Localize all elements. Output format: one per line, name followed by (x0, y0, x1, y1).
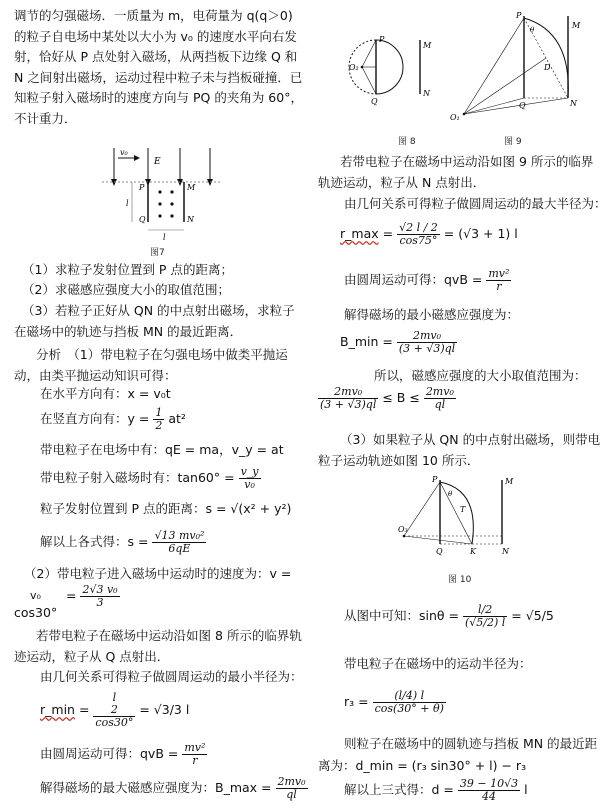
fig10-label-Q: Q (436, 547, 443, 556)
range-left-denominator: (3 + √3)ql (320, 398, 377, 411)
fig8-sentence: 若带电粒子在磁场中运动沿如图 8 所示的临界轨迹运动，粒子从 Q 点射出． (14, 628, 302, 664)
range-right-fraction (424, 386, 456, 411)
final-numerator: 39 − 10√3 (459, 777, 519, 790)
min-distance-line2: 离为：d_min = (r₃ sin30° + l) − r₃ (318, 758, 527, 773)
bmax-numerator: 2mv₀ (277, 775, 306, 788)
rmin-numerator-2: 2 (93, 704, 135, 717)
fig10-label-M: M (505, 477, 514, 486)
question-2: （2）求磁感应强度大小的取值范围； (22, 282, 230, 297)
rmin-denominator: cos30° (95, 716, 134, 729)
r3-label: r₃ = (344, 694, 369, 709)
part2-frac-numerator: 2√3 v₀ (82, 583, 118, 596)
solve-eq-numerator: √13 mv₀² (154, 529, 205, 542)
fig9-label-O1: O₁ (450, 113, 460, 122)
rmax-result: = (√3 + 1) l (443, 226, 518, 241)
final-suffix: l (524, 782, 528, 797)
range-right-denominator: ql (434, 398, 446, 411)
rmax-numerator: √2 l / 2 (399, 221, 438, 234)
figure-9-caption: 图 9 (504, 137, 522, 147)
vertical-eq (40, 407, 186, 432)
max-radius-text: 由几何关系可得粒子做圆周运动的最大半径为： (344, 196, 607, 211)
circular-eq-2 (344, 268, 511, 293)
figure-10-caption: 图 10 (448, 575, 472, 585)
circular-eq-2-fraction (486, 268, 511, 293)
fig9-label-angle: θ (530, 26, 535, 34)
fig9-label-D: D (544, 63, 551, 72)
horizontal-eq: 在水平方向有：x = v₀t (40, 386, 171, 401)
bmin-numerator: 2mv₀ (397, 330, 457, 343)
rmax-label: r_max (340, 226, 379, 241)
fig8-label-P: P (379, 35, 385, 44)
vertical-eq-numerator: 1 (155, 406, 163, 419)
fig7-label-Q: Q (139, 215, 146, 224)
analysis-text: 分析 （1）带电粒子在匀强电场中做类平抛运动，由类平抛运动知识可得： (14, 347, 288, 383)
figure-8-caption: 图 8 (398, 137, 416, 147)
r3-text: 带电粒子在磁场中的运动半径为： (344, 656, 532, 671)
fig9-sentence: 若带电粒子在磁场中运动沿如图 9 所示的临界轨迹运动，粒子从 N 点射出． (318, 154, 594, 190)
fig9-label-Q: Q (519, 101, 526, 110)
rmin-result: = √3/3 l (139, 702, 190, 717)
sin-prefix: 从图中可知：sinθ = (344, 608, 460, 623)
fig9-label-M: M (572, 21, 581, 30)
r3-denominator: cos(30° + θ) (374, 702, 444, 715)
fig8-label-M: M (423, 41, 432, 50)
vertical-eq-fraction (153, 407, 164, 432)
fig8-label-N: N (423, 89, 430, 98)
bmin-text: 解得磁场的最小磁感应强度为： (344, 307, 520, 322)
fig10-label-P: P (432, 475, 438, 484)
rmin-numerator-l: l (112, 691, 117, 704)
tan-eq-numerator: v_y (240, 465, 259, 478)
solve-eq (40, 530, 206, 555)
fig7-label-N: N (187, 215, 194, 224)
rmax-eq: r_max = $\frac{√2 l / 2}{\cos 75^\circ}$ = (√3 + 1) l (340, 221, 518, 247)
fig10-label-N: N (502, 547, 509, 556)
range-mid: ≤ B ≤ (382, 390, 420, 405)
part2-frac-denominator: 3 (96, 596, 104, 609)
figure-10 (398, 470, 518, 566)
question-1: （1）求粒子发射位置到 P 点的距离； (22, 262, 233, 277)
bmax-prefix: 解得磁场的最大磁感应强度为：B_max = (40, 780, 272, 795)
tan-eq-prefix: 带电粒子射入磁场时有：tan60° = (40, 470, 235, 485)
circular-eq-1-denominator: r (192, 754, 198, 767)
circular-eq-2-denominator: r (496, 280, 502, 293)
bmin-denominator: (3 + √3)ql (398, 342, 456, 355)
circular-eq-1-numerator: mv² (184, 741, 206, 754)
figure-9 (446, 6, 596, 124)
bmin-label: B_min = (340, 334, 393, 349)
circular-eq-1-fraction (182, 742, 207, 767)
solve-eq-prefix: 解以上各式得：s = (40, 534, 149, 549)
part3-text: （3）如果粒子从 QN 的中点射出磁场，则带电粒子运动轨迹如图 10 所示． (318, 432, 601, 468)
circular-eq-2-numerator: mv² (488, 267, 510, 280)
fig10-label-T: T (460, 505, 466, 514)
min-radius-text: 由几何关系可得粒子做圆周运动的最小半径为： (40, 669, 303, 684)
fig10-label-angle: θ (448, 490, 453, 498)
fig9-label-N: N (570, 99, 577, 108)
fig9-label-P: P (516, 11, 522, 20)
force-eq: 带电粒子在电场中有：qE = ma，v_y = at (40, 442, 284, 457)
final-eq (344, 778, 528, 803)
intro-paragraph: 调节的匀强磁场．一质量为 m，电荷量为 q(q＞0) 的粒子自电场中某处以大小为 v₀ 的速度水平向右发射，恰好从 P 点处射入磁场，从两挡板下边缘 Q 和 N 之间射出磁场，运动过程中粒子未与挡板碰撞．已知粒子射入磁场时的速度方向与 PQ 的夹角为 60°，不计重力． (14, 8, 303, 126)
part2-frac (80, 584, 119, 609)
vertical-eq-denominator: 2 (155, 419, 163, 432)
range-left-numerator: 2mv₀ (318, 386, 378, 399)
distance-eq: 粒子发射位置到 P 点的距离：s = √(x² + y²) (40, 501, 292, 516)
range-left-fraction (318, 386, 378, 411)
range-right-numerator: 2mv₀ (425, 385, 454, 398)
sin-denominator: (√5/2) l (465, 616, 506, 629)
circular-eq-1-prefix: 由圆周运动可得：qvB = (40, 746, 179, 761)
bmax-denominator: ql (286, 788, 297, 801)
fig8-label-Q: Q (371, 97, 378, 106)
fig7-label-l-side: l (126, 199, 129, 208)
sin-eq (344, 604, 554, 629)
bmin-eq (340, 330, 457, 355)
tan-eq (40, 466, 261, 491)
rmax-denominator: cos75° (399, 234, 438, 247)
final-denominator: 44 (481, 790, 496, 803)
sin-fraction (463, 604, 507, 629)
part2-cos: cos30° (14, 605, 58, 620)
question-3: （3）若粒子正好从 QN 的中点射出磁场，求粒子在磁场中的轨迹与挡板 MN 的最近距离． (14, 303, 295, 339)
min-distance-line1: 则粒子在磁场中的圆轨迹与挡板 MN 的最近距 (344, 736, 598, 751)
r3-fraction (373, 690, 446, 715)
vertical-eq-prefix: 在竖直方向有：y = (40, 411, 150, 426)
figure-8 (346, 10, 446, 110)
part2-v0: v₀ (30, 589, 41, 602)
fig10-label-O3: O₃ (398, 525, 408, 534)
part2-fraction: = $\frac{\text{2√3 v₀}}{3}$ (66, 583, 118, 609)
circular-eq-1 (40, 742, 207, 767)
fig7-label-l-bottom: l (163, 233, 166, 242)
solve-eq-fraction (152, 530, 206, 555)
sin-numerator: l/2 (463, 604, 507, 617)
range-eq (318, 386, 456, 411)
fig7-label-P: P (139, 183, 145, 192)
fig7-label-E: E (154, 157, 161, 167)
r3-eq (344, 690, 446, 715)
fig10-label-K: K (470, 547, 476, 556)
solve-eq-denominator: 6qE (168, 542, 191, 555)
final-prefix: 解以上三式得：d = (344, 782, 454, 797)
tan-eq-fraction (239, 466, 261, 491)
bmax-eq (40, 776, 308, 801)
final-fraction (458, 778, 520, 803)
rmin-label: r_min (40, 702, 75, 717)
part2-text: （2）带电粒子进入磁场中运动时的速度为：v = (24, 566, 292, 581)
rmax-fraction (397, 222, 440, 247)
fig8-label-O2: O₂ (349, 63, 359, 72)
bmax-fraction (276, 776, 308, 801)
sin-result: = √5/5 (511, 608, 554, 623)
rmin-eq: r_min = l 2 cos30° = √3/3 l (40, 691, 190, 729)
range-text: 所以，磁感应强度的大小取值范围为： (374, 368, 587, 383)
bmin-fraction (397, 330, 457, 355)
tan-eq-denominator: v₀ (244, 478, 255, 491)
r3-numerator: (l/4) l (373, 690, 446, 703)
vertical-eq-suffix: at² (168, 411, 186, 426)
fig7-label-M: M (187, 183, 196, 192)
fig7-label-v0: v₀ (120, 148, 128, 157)
circular-eq-2-prefix: 由圆周运动可得：qvB = (344, 272, 483, 287)
figure-7-caption: 图7 (150, 248, 165, 258)
figure-7 (102, 146, 222, 242)
rmin-fraction (93, 692, 135, 729)
